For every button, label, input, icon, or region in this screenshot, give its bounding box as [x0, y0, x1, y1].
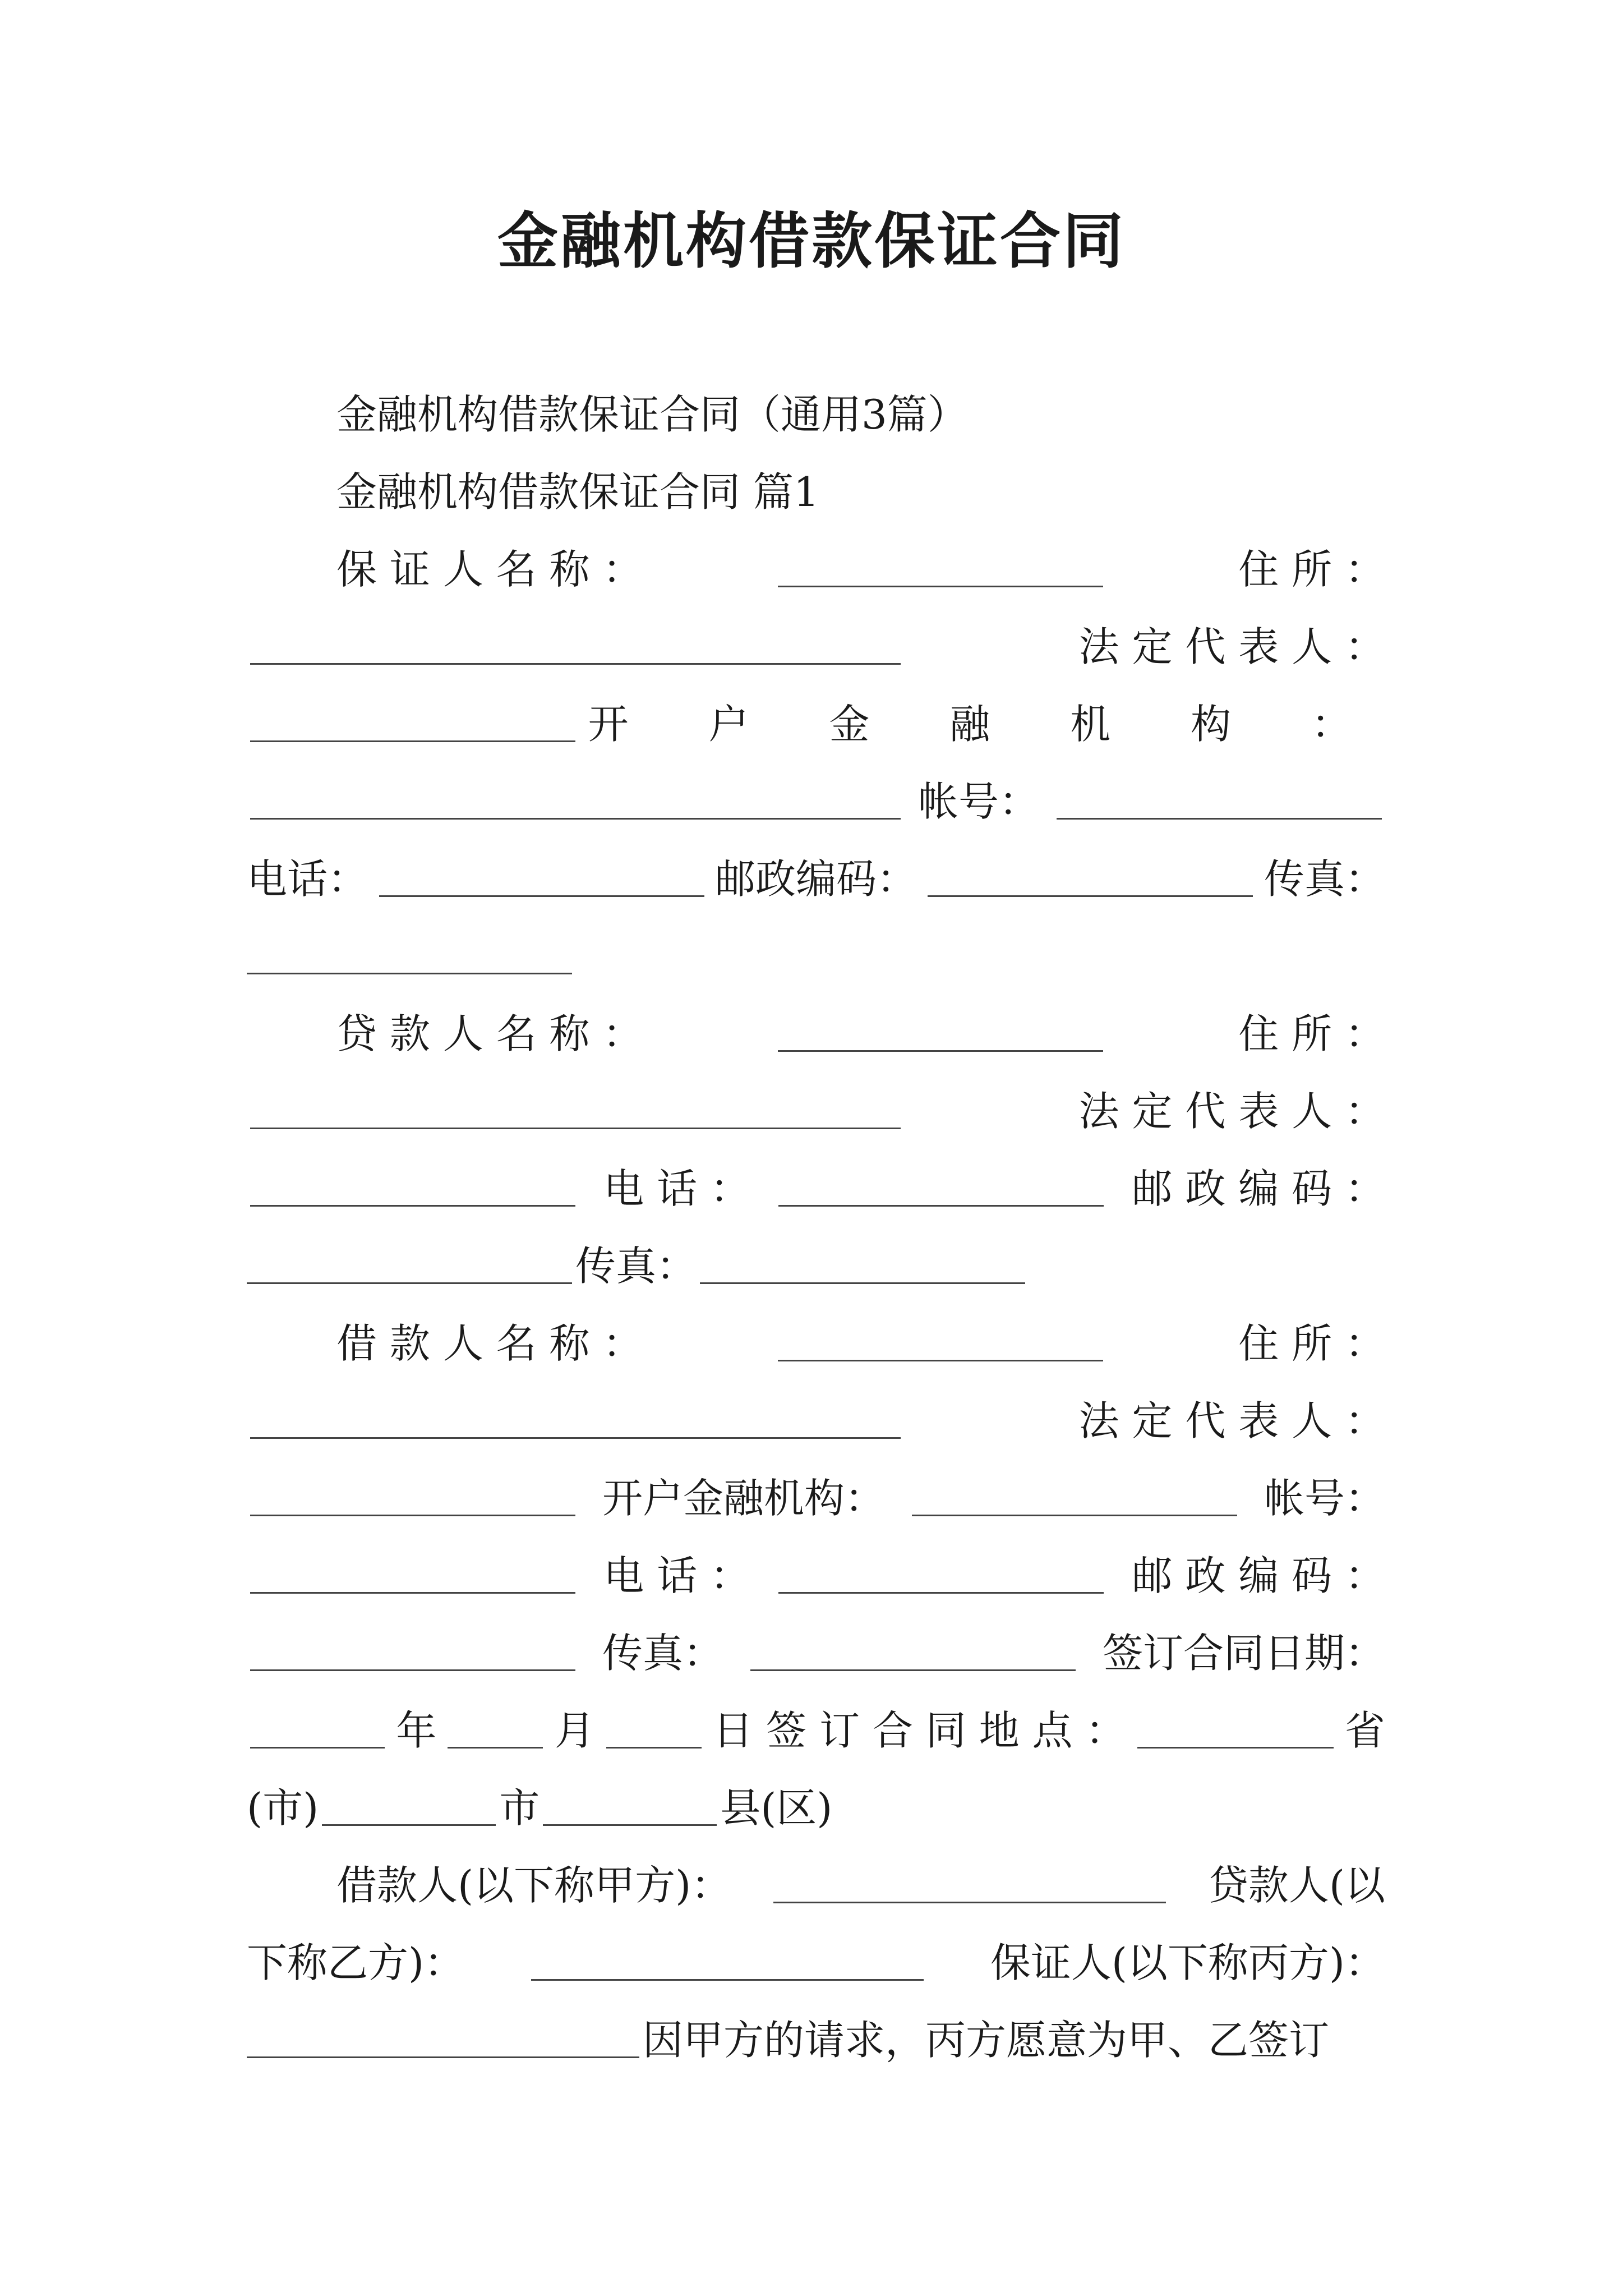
guarantor-fax-blank [247, 939, 572, 974]
guarantor-address-line [247, 608, 1385, 685]
borrower-bank-label: 开户金融机构： [602, 1475, 885, 1522]
guarantor-fax-label: 传真： [1264, 855, 1385, 903]
guarantor-bank-blank [250, 784, 901, 820]
borrower-name-label: 借 款 人 名 称 ： [336, 1320, 643, 1367]
borrower-phone-blank [778, 1558, 1104, 1594]
year-blank [250, 1713, 385, 1749]
section-heading: 金融机构借款保证合同 篇1 [336, 468, 819, 516]
borrower-phone-line [247, 1537, 1385, 1614]
lender-name-label: 贷 款 人 名 称 ： [336, 1010, 643, 1057]
lender-legal-rep-blank [250, 1171, 575, 1207]
lender-name-line [336, 995, 1385, 1073]
guarantor-contact-line [247, 840, 1385, 918]
month-label: 月 [554, 1707, 595, 1754]
party-lender-label-cont: 下称乙方)： [247, 1939, 465, 1986]
city-open-label: (市) [247, 1784, 319, 1832]
lender-address-blank [250, 1094, 901, 1129]
parties-line-3 [247, 2001, 1385, 2079]
party-guarantor-blank [247, 2023, 639, 2058]
lender-phone-blank [778, 1171, 1104, 1207]
guarantor-address-blank [250, 629, 901, 665]
date-place-line [247, 1692, 1385, 1769]
parties-line-1 [336, 1847, 1385, 1924]
borrower-address-label: 住 所 ： [1238, 1320, 1385, 1367]
party-lender-label: 贷款人(以 [1207, 1862, 1385, 1909]
day-place-label: 日 签 订 合 同 地 点 ： [713, 1707, 1126, 1754]
document-title: 金融机构借款保证合同 [497, 206, 1126, 277]
year-label: 年 [396, 1707, 437, 1754]
city-blank-2 [543, 1791, 717, 1826]
guarantor-name-label: 保 证 人 名 称 ： [336, 546, 643, 593]
city-county-line [247, 1769, 1385, 1847]
borrower-name-blank [778, 1326, 1103, 1361]
subtitle: 金融机构借款保证合同（通用3篇） [336, 391, 968, 438]
party-lender-blank [531, 1945, 924, 1981]
subtitle-line [336, 376, 1385, 453]
borrower-legal-rep-blank [250, 1481, 575, 1516]
lender-phone-line [247, 1150, 1385, 1227]
borrower-bank-blank [912, 1481, 1237, 1516]
borrower-account-blank [250, 1558, 575, 1594]
lender-address-label: 住 所 ： [1238, 1010, 1385, 1057]
guarantor-postcode-label: 邮政编码： [714, 855, 917, 903]
city-label: 市 [499, 1784, 540, 1832]
county-label: 县(区) [720, 1784, 833, 1832]
section-heading-line [336, 453, 1385, 531]
province-label: 省 [1344, 1707, 1385, 1754]
party-borrower-blank [773, 1868, 1166, 1903]
day-blank [606, 1713, 702, 1749]
guarantor-name-blank [778, 552, 1103, 587]
guarantor-fax-line [247, 918, 1385, 995]
borrower-sign-date-label: 签订合同日期： [1102, 1630, 1385, 1677]
borrower-postcode-blank [250, 1636, 575, 1671]
guarantor-bank-line [247, 685, 1385, 763]
lender-fax-blank [700, 1249, 1025, 1284]
lender-postcode-blank [247, 1249, 572, 1284]
closing-text: 因甲方的请求，丙方愿意为甲、乙签订 [643, 2017, 1330, 2064]
lender-phone-label: 电 话 ： [603, 1165, 750, 1212]
city-blank-1 [322, 1791, 496, 1826]
guarantor-phone-blank [379, 862, 704, 897]
borrower-address-line [247, 1382, 1385, 1460]
borrower-postcode-label: 邮 政 编 码 ： [1132, 1552, 1385, 1599]
borrower-phone-label: 电 话 ： [603, 1552, 750, 1599]
guarantor-account-label: 帐号： [917, 778, 1039, 825]
lender-postcode-label: 邮 政 编 码 ： [1132, 1165, 1385, 1212]
borrower-bank-line [247, 1460, 1385, 1537]
lender-address-line [247, 1073, 1385, 1150]
province-blank [1137, 1713, 1334, 1749]
month-blank [448, 1713, 543, 1749]
borrower-name-line [336, 1305, 1385, 1382]
borrower-legal-rep-label: 法 定 代 表 人 ： [1078, 1397, 1385, 1444]
guarantor-address-label: 住 所 ： [1238, 546, 1385, 593]
guarantor-bank-label: 开 户 金 融 机 构 ： [588, 701, 1385, 748]
guarantor-account-line [247, 763, 1385, 840]
guarantor-legal-rep-label: 法 定 代 表 人 ： [1078, 623, 1385, 670]
lender-fax-line [247, 1227, 1385, 1305]
borrower-fax-blank [750, 1636, 1076, 1671]
parties-line-2 [247, 1924, 1385, 2001]
lender-fax-label: 传真： [575, 1243, 697, 1290]
guarantor-account-blank [1057, 784, 1382, 820]
party-guarantor-label: 保证人(以下称丙方)： [990, 1939, 1385, 1986]
guarantor-name-line [336, 531, 1385, 608]
party-borrower-label: 借款人(以下称甲方)： [336, 1862, 732, 1909]
lender-name-blank [778, 1016, 1103, 1052]
borrower-fax-label: 传真： [602, 1630, 723, 1677]
guarantor-postcode-blank [928, 862, 1253, 897]
lender-legal-rep-label: 法 定 代 表 人 ： [1078, 1088, 1385, 1135]
borrower-account-label: 帐号： [1264, 1475, 1385, 1522]
guarantor-legal-rep-blank [250, 707, 575, 742]
guarantor-phone-label: 电话： [247, 855, 368, 903]
borrower-address-blank [250, 1404, 901, 1439]
borrower-fax-line [247, 1614, 1385, 1692]
